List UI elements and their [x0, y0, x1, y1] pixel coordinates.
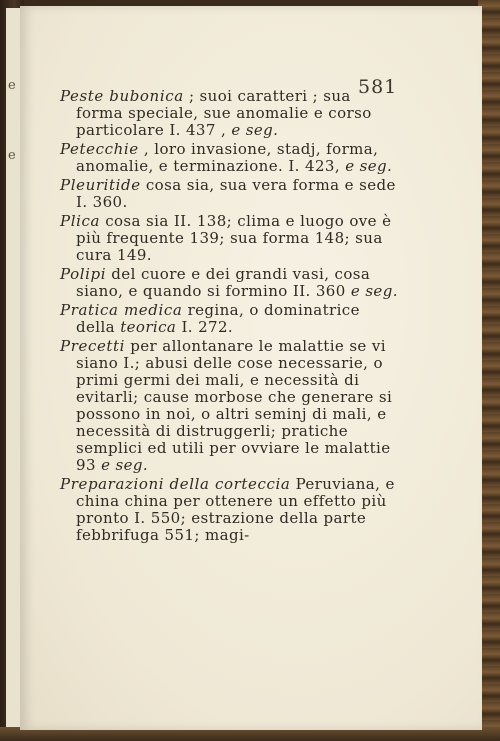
entry-ref: e seg. — [231, 121, 279, 139]
index-entry — [60, 213, 400, 264]
entry-text: Peruviana, e china china per ottenere un effetto più pronto I. 550; estrazione della parte febbrifuga 551; magi- — [76, 475, 395, 544]
entry-ref: teorica — [120, 318, 177, 336]
entry-term: Preparazioni della corteccia — [60, 475, 291, 493]
entry-term: Petecchie — [60, 140, 139, 158]
index-entries — [60, 88, 400, 546]
entry-term: Polipi — [60, 265, 107, 283]
entry-text: ; suoi caratteri ; sua forma speciale, sue anomalie e corso particolare I. 437 , — [76, 87, 372, 139]
index-entry — [60, 266, 400, 300]
entry-tail: I. 272. — [181, 318, 234, 336]
index-entry — [60, 177, 400, 211]
entry-text: , loro invasione, stadj, forma, anomalie, e terminazione. I. 423, — [76, 140, 379, 175]
index-entry — [60, 476, 400, 544]
index-entry — [60, 302, 400, 336]
index-entry — [60, 88, 400, 139]
entry-term: Precetti — [60, 337, 126, 355]
entry-text: cosa sia II. 138; clima e luogo ove è più frequente 139; sua forma 148; sua cura 149. — [76, 212, 392, 264]
entry-term: Pleuritide — [60, 176, 141, 194]
entry-term: Peste bubonica — [60, 87, 184, 105]
entry-text: cosa sia, sua vera forma e sede I. 360. — [76, 176, 396, 211]
index-entry — [60, 338, 400, 474]
entry-text: per allontanare le malattie se vi siano I.; abusi delle cose necessarie, o primi germi dei mali, e necessità di evitarli; cause morbose che generare si possono in noi, o altri seminj di mali, e necessità di distruggerli; pratiche semplici ed utili per ovviare le malattie 93 — [76, 337, 393, 474]
entry-term: Pratica medica — [60, 301, 183, 319]
previous-page-mark: e — [8, 148, 16, 163]
entry-ref: e seg. — [350, 282, 398, 300]
entry-ref: e seg. — [345, 157, 393, 175]
entry-text: regina, o dominatrice della — [76, 301, 360, 336]
index-entry — [60, 141, 400, 175]
entry-ref: e seg. — [101, 456, 149, 474]
page-number: 581 — [358, 76, 398, 98]
entry-term: Plica — [60, 212, 101, 230]
previous-page-mark: e — [8, 78, 16, 93]
entry-text: del cuore e dei grandi vasi, cosa siano, e quando si formino II. 360 — [76, 265, 371, 300]
